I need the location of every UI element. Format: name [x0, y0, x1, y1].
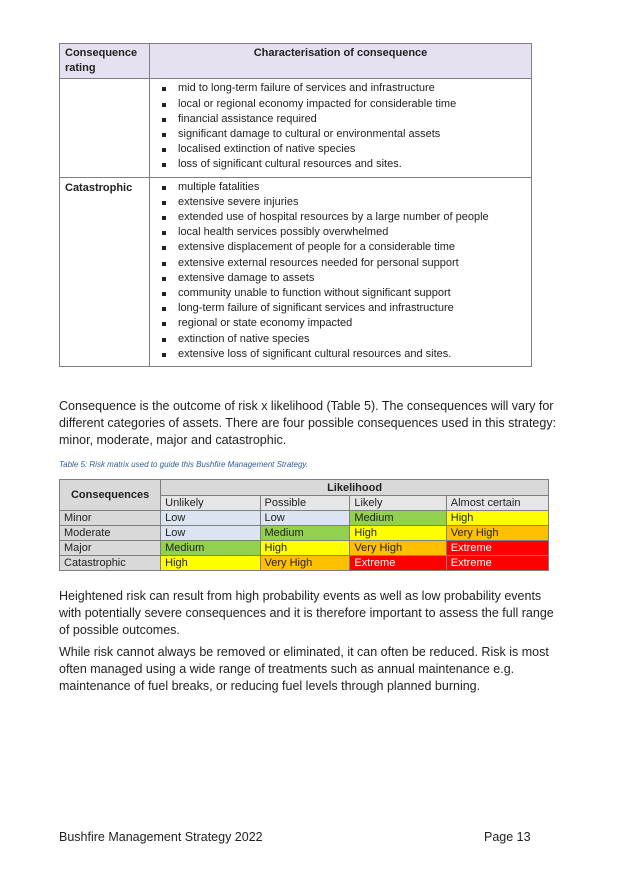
likelihood-column-header: Unlikely	[161, 496, 260, 511]
risk-matrix-row	[60, 556, 549, 571]
risk-level-cell: High	[350, 526, 446, 541]
risk-level-cell: Medium	[161, 541, 260, 556]
table-caption: Table 5: Risk matrix used to guide this Bushfire Management Strategy.	[59, 460, 309, 469]
characterisation-item: extensive external resources needed for personal support	[160, 256, 526, 271]
risk-level-cell: Low	[260, 511, 350, 526]
characterisation-item: local or regional economy impacted for considerable time	[160, 97, 526, 112]
consequences-header: Consequences	[60, 480, 161, 511]
risk-reduction-paragraph: While risk cannot always be removed or eliminated, it can often be reduced. Risk is most often managed using a wide range of treatments such as annual maintenance e.g. maintenance of fuel breaks, or reducing fuel levels through planned burning.	[59, 645, 549, 693]
risk-level-cell: Extreme	[446, 541, 548, 556]
risk-level-cell: High	[446, 511, 548, 526]
characterisation-item: significant damage to cultural or environmental assets	[160, 127, 526, 142]
characterisation-item: localised extinction of native species	[160, 142, 526, 157]
characterisation-item: financial assistance required	[160, 112, 526, 127]
consequence-table	[59, 43, 532, 367]
footer-page-number: Page 13	[484, 830, 531, 844]
characterisation-item: extensive loss of significant cultural resources and sites.	[160, 347, 526, 362]
likelihood-header: Likelihood	[161, 480, 549, 496]
footer-title: Bushfire Management Strategy 2022	[59, 830, 263, 844]
risk-level-cell: Extreme	[446, 556, 548, 571]
consequence-level-label: Catastrophic	[60, 556, 161, 571]
consequence-level-label: Minor	[60, 511, 161, 526]
likelihood-column-header: Almost certain	[446, 496, 548, 511]
consequence-paragraph: Consequence is the outcome of risk x likelihood (Table 5). The consequences will vary for different categories of assets. There are four possible consequences used in this strategy: minor, moderate, major and catastrophic.	[59, 399, 557, 447]
characterisation-list	[160, 180, 526, 362]
risk-level-cell: Medium	[350, 511, 446, 526]
characterisation-item: mid to long-term failure of services and infrastructure	[160, 81, 526, 96]
risk-level-cell: Low	[161, 526, 260, 541]
characterisation-item: extensive severe injuries	[160, 195, 526, 210]
characterisation-item: long-term failure of significant services and infrastructure	[160, 301, 526, 316]
risk-level-cell: Very High	[350, 541, 446, 556]
consequence-rating-cell: Catastrophic	[60, 177, 150, 366]
risk-matrix-row	[60, 526, 549, 541]
risk-level-cell: Low	[161, 511, 260, 526]
characterisation-item: multiple fatalities	[160, 180, 526, 195]
likelihood-column-header: Likely	[350, 496, 446, 511]
characterisation-item: extensive displacement of people for a considerable time	[160, 240, 526, 255]
risk-level-cell: Extreme	[350, 556, 446, 571]
characterisation-item: extinction of native species	[160, 332, 526, 347]
consequence-row	[60, 177, 532, 366]
risk-matrix-row	[60, 541, 549, 556]
heightened-risk-paragraph: Heightened risk can result from high probability events as well as low probability events with potentially severe consequences and it is therefore important to assess the full range of possible outcomes.	[59, 589, 554, 637]
risk-level-cell: High	[260, 541, 350, 556]
characterisation-item: community unable to function without significant support	[160, 286, 526, 301]
characterisation-item: regional or state economy impacted	[160, 316, 526, 331]
risk-level-cell: Medium	[260, 526, 350, 541]
characterisation-cell	[150, 177, 532, 366]
risk-level-cell: High	[161, 556, 260, 571]
risk-level-cell: Very High	[260, 556, 350, 571]
characterisation-item: local health services possibly overwhelmed	[160, 225, 526, 240]
likelihood-column-header: Possible	[260, 496, 350, 511]
consequence-level-label: Major	[60, 541, 161, 556]
consequence-level-label: Moderate	[60, 526, 161, 541]
risk-matrix-table	[59, 479, 549, 571]
characterisation-header: Characterisation of consequence	[150, 44, 532, 79]
characterisation-list	[160, 81, 526, 172]
consequence-table-header	[60, 44, 532, 79]
risk-level-cell: Very High	[446, 526, 548, 541]
consequence-row	[60, 79, 532, 177]
consequence-rating-header: Consequence rating	[60, 44, 150, 79]
characterisation-item: extensive damage to assets	[160, 271, 526, 286]
consequence-rating-cell	[60, 79, 150, 177]
risk-matrix-row	[60, 511, 549, 526]
characterisation-cell	[150, 79, 532, 177]
characterisation-item: extended use of hospital resources by a large number of people	[160, 210, 526, 225]
risk-matrix-header-row	[60, 480, 549, 496]
characterisation-item: loss of significant cultural resources and sites.	[160, 157, 526, 172]
